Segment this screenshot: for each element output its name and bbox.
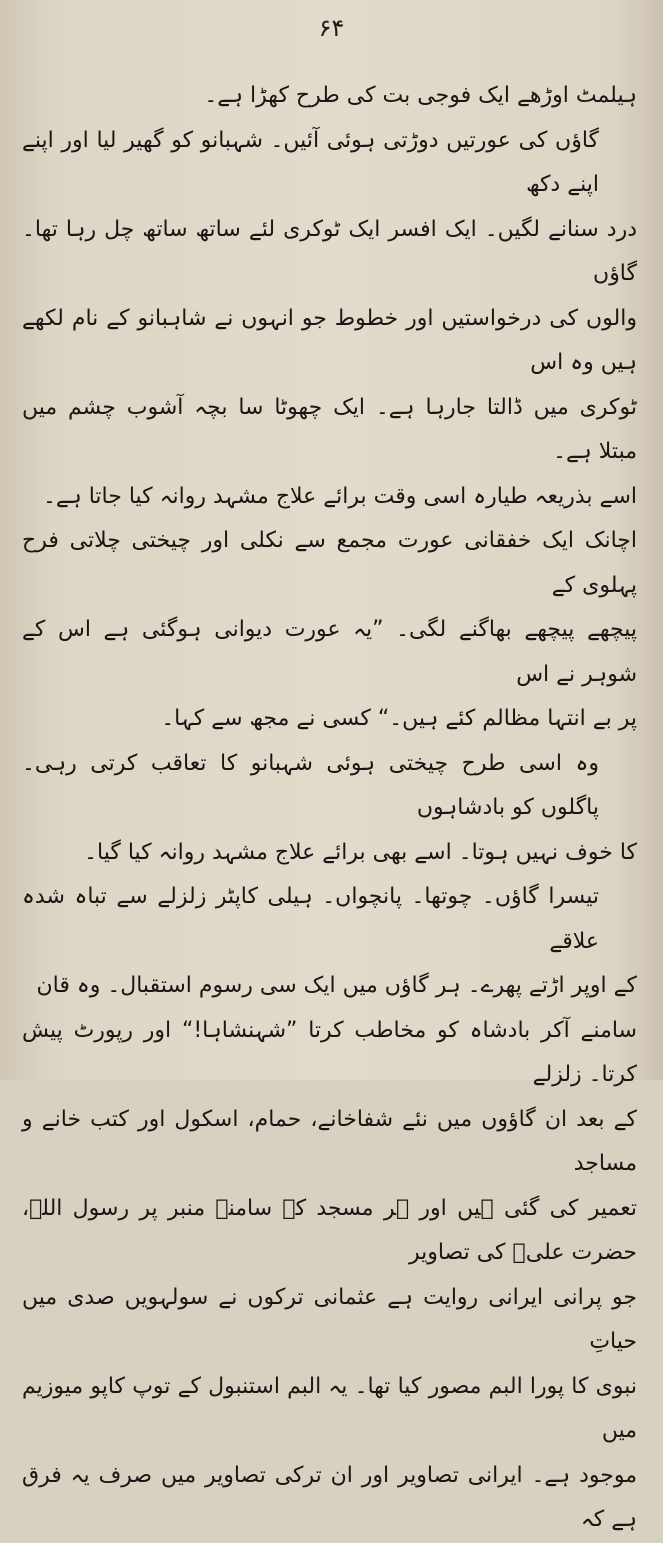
text-line: درد سنانے لگیں۔ ایک افسر ایک ٹوکری لئے ساتھ ساتھ چل رہا تھا۔ گاؤں xyxy=(22,216,637,286)
text-line: گاؤں کی عورتیں دوڑتی ہوئی آئیں۔ شہبانو کو گھیر لیا اور اپنے اپنے دکھ xyxy=(22,127,599,197)
page-number: ۶۴ xyxy=(318,14,345,42)
text-line: ہیلمٹ اوڑھے ایک فوجی بت کی طرح کھڑا ہے۔ xyxy=(204,83,637,108)
text-line: موجود ہے۔ ایرانی تصاویر اور ان ترکی تصاویر میں صرف یہ فرق ہے کہ xyxy=(22,1462,637,1532)
text-line: تیسرا گاؤں۔ چوتھا۔ پانچواں۔ ہیلی کاپٹر زلزلے سے تباہ شدہ علاقے xyxy=(22,884,599,954)
text-line: کے اوپر اڑتے پھرے۔ ہر گاؤں میں ایک سی رسوم استقبال۔ وہ قان xyxy=(36,973,637,998)
text-line: نبوی کا پورا البم مصور کیا تھا۔ یہ البم استنبول کے توپ کاپو میوزیم میں xyxy=(22,1373,637,1443)
text-line: پیچھے پیچھے بھاگنے لگی۔ ”یہ عورت دیوانی ہوگئی ہے اس کے شوہر نے اس xyxy=(22,617,637,687)
text-line: ٹوکری میں ڈالتا جارہا ہے۔ ایک چھوٹا سا بچہ آشوب چشم میں مبتلا ہے۔ xyxy=(22,394,637,464)
text-line: کے بعد ان گاؤوں میں نئے شفاخانے، حمام، اسکول اور کتب خانے و مساجد xyxy=(22,1106,637,1176)
text-line: اچانک ایک خفقانی عورت مجمع سے نکلی اور چیختی چلاتی فرح پہلوی کے xyxy=(22,528,637,598)
text-line: اسے بذریعہ طیارہ اسی وقت برائے علاج مشہد روانہ کیا جاتا ہے۔ xyxy=(43,483,637,509)
text-line: سامنے آکر بادشاہ کو مخاطب کرتا ”شہنشاہا!“ اور رپورٹ پیش کرتا۔ زلزلے xyxy=(22,1017,637,1087)
page-text xyxy=(22,74,637,1543)
text-line: پر بے انتہا مظالم کئے ہیں۔“ کسی نے مجھ سے کہا۔ xyxy=(161,706,637,731)
text-line: جو پرانی ایرانی روایت ہے عثمانی ترکوں نے سولہویں صدی میں حیاتِ xyxy=(22,1284,637,1354)
text-line: وہ اسی طرح چیختی ہوئی شہبانو کا تعاقب کرتی رہی۔ پاگلوں کو بادشاہوں xyxy=(22,750,599,820)
text-line: کا خوف نہیں ہوتا۔ اسے بھی برائے علاج مشہد روانہ کیا گیا۔ xyxy=(84,839,637,865)
text-line: والوں کی درخواستیں اور خطوط جو انہوں نے شاہبانو کے نام لکھے ہیں وہ اس xyxy=(22,305,637,375)
text-line: تعمیر کی گئی ہیں اور ہر مسجد کے سامنے منبر پر رسول اللہ، حضرت علیؑ کی تصاویر xyxy=(22,1195,637,1265)
